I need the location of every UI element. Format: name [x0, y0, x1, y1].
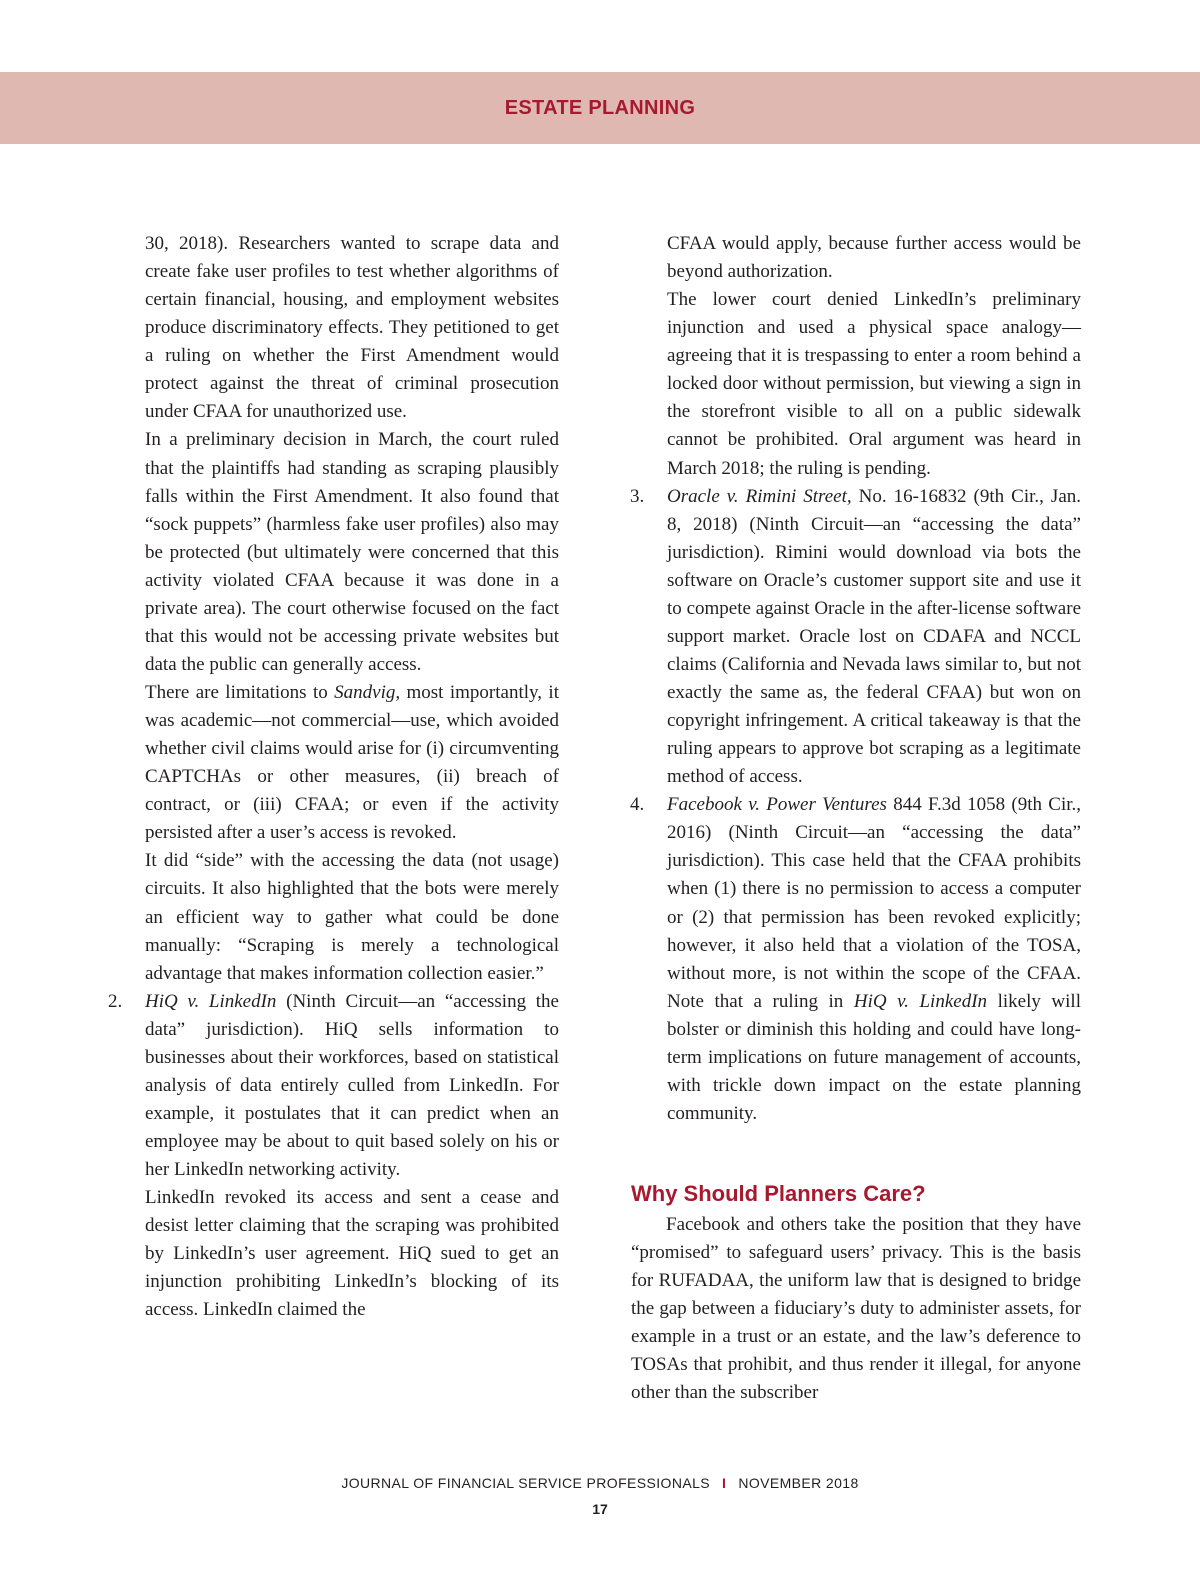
paragraph: In a preliminary decision in March, the court ruled that the plaintiffs had standing as scraping plausibly falls within the First Amendment. It also found that “sock puppets” (harmless fake user profiles) also may be protected (but ultimately were concerned that this activity violated CFAA because it was done in a private area). The court otherwise focused on the fact that this would not be accessing private websites but data the public can generally access.: [145, 429, 559, 675]
paragraph: The lower court denied LinkedIn’s preliminary injunction and used a physical space analogy—agreeing that it is trespassing to enter a room behind a locked door without permission, but viewing a sign in the storefront visible to all on a public sidewalk cannot be prohibited. Oral argument was heard in March 2018; the ruling is pending.: [667, 289, 1081, 479]
paragraph: There are limitations to Sandvig, most importantly, it was academic—not commercial—use, which avoided whether civil claims would arise for (i) circumventing CAPTCHAs or other measures, (ii) breach of contract, or (iii) CFAA; or even if the activity persisted after a user’s access is revoked.: [145, 682, 559, 844]
case-name: Facebook v. Power Ventures: [667, 794, 887, 816]
list-number: 3.: [630, 485, 645, 507]
list-number: 2.: [108, 990, 123, 1012]
list-number: 4.: [630, 794, 645, 816]
footer: [0, 1475, 1200, 1491]
paragraph: CFAA would apply, because further access would be beyond authorization.: [667, 233, 1081, 283]
list-item: 4. Facebook v. Power Ventures 844 F.3d 1058 (9th Cir., 2016) (Ninth Circuit—an “accessing the data” jurisdiction). This case held that the CFAA prohibits when (1) there is no permission to access a computer or (2) that permission has been revoked explicitly; however, it also held that a violation of the TOSA, without more, is not within the scope of the CFAA. Note that a ruling in HiQ v. LinkedIn likely will bolster or diminish this holding and could have long-term implications on future management of accounts, with trickle down impact on the estate planning community.: [667, 791, 1081, 1128]
issue-date: NOVEMBER 2018: [738, 1475, 859, 1491]
journal-name: JOURNAL OF FINANCIAL SERVICE PROFESSIONALS: [341, 1475, 711, 1491]
paragraph: It did “side” with the accessing the data (not usage) circuits. It also highlighted that the bots were merely an efficient way to gather what could be done manually: “Scraping is merely a technological advantage that makes information collection easier.”: [145, 850, 559, 984]
case-name: Oracle v. Rimini Street,: [667, 485, 852, 507]
section-title: ESTATE PLANNING: [504, 97, 696, 119]
left-column: [108, 230, 559, 1324]
case-name: HiQ v. LinkedIn: [853, 990, 988, 1012]
paragraph: Facebook and others take the position that they have “promised” to safeguard users’ privacy. This is the basis for RUFADAA, the uniform law that is designed to bridge the gap between a fiduciary’s duty to administer assets, for example in a trust or an estate, and the law’s deference to TOSAs that prohibit, and thus render it illegal, for anyone other than the subscriber: [631, 1214, 1081, 1404]
paragraph: 30, 2018). Researchers wanted to scrape data and create fake user profiles to test whether algorithms of certain financial, housing, and employment websites produce discriminatory effects. They petitioned to get a ruling on whether the First Amendment would protect against the threat of criminal prosecution under CFAA for unauthorized use.: [145, 233, 559, 423]
case-name: Sandvig,: [334, 682, 401, 703]
right-column: [630, 230, 1082, 1128]
paragraph: LinkedIn revoked its access and sent a cease and desist letter claiming that the scraping was prohibited by LinkedIn’s user agreement. HiQ sued to get an injunction prohibiting LinkedIn’s blocking of its access. LinkedIn claimed the: [145, 1187, 559, 1321]
section-heading: Why Should Planners Care?: [631, 1181, 926, 1206]
footer-separator: I: [722, 1475, 727, 1491]
page-number: 17: [592, 1501, 608, 1517]
list-item: 2. HiQ v. LinkedIn (Ninth Circuit—an “accessing the data” jurisdiction). HiQ sells information to businesses about their workforces, based on statistical analysis of data entirely culled from LinkedIn. For example, it postulates that it can predict when an employee may be about to quit based solely on his or her LinkedIn networking activity.: [145, 988, 559, 1184]
list-item: 3. Oracle v. Rimini Street, No. 16-16832 (9th Cir., Jan. 8, 2018) (Ninth Circuit—an “accessing the data” jurisdiction). Rimini would download via bots the software on Oracle’s customer support site and use it to compete against Oracle in the after-license software support market. Oracle lost on CDAFA and NCCL claims (California and Nevada laws similar to, but not exactly the same as, the federal CFAA) but won on copyright infringement. A critical takeaway is that the ruling appears to approve bot scraping as a legitimate method of access.: [667, 483, 1081, 792]
case-name: HiQ v. LinkedIn: [145, 990, 277, 1012]
